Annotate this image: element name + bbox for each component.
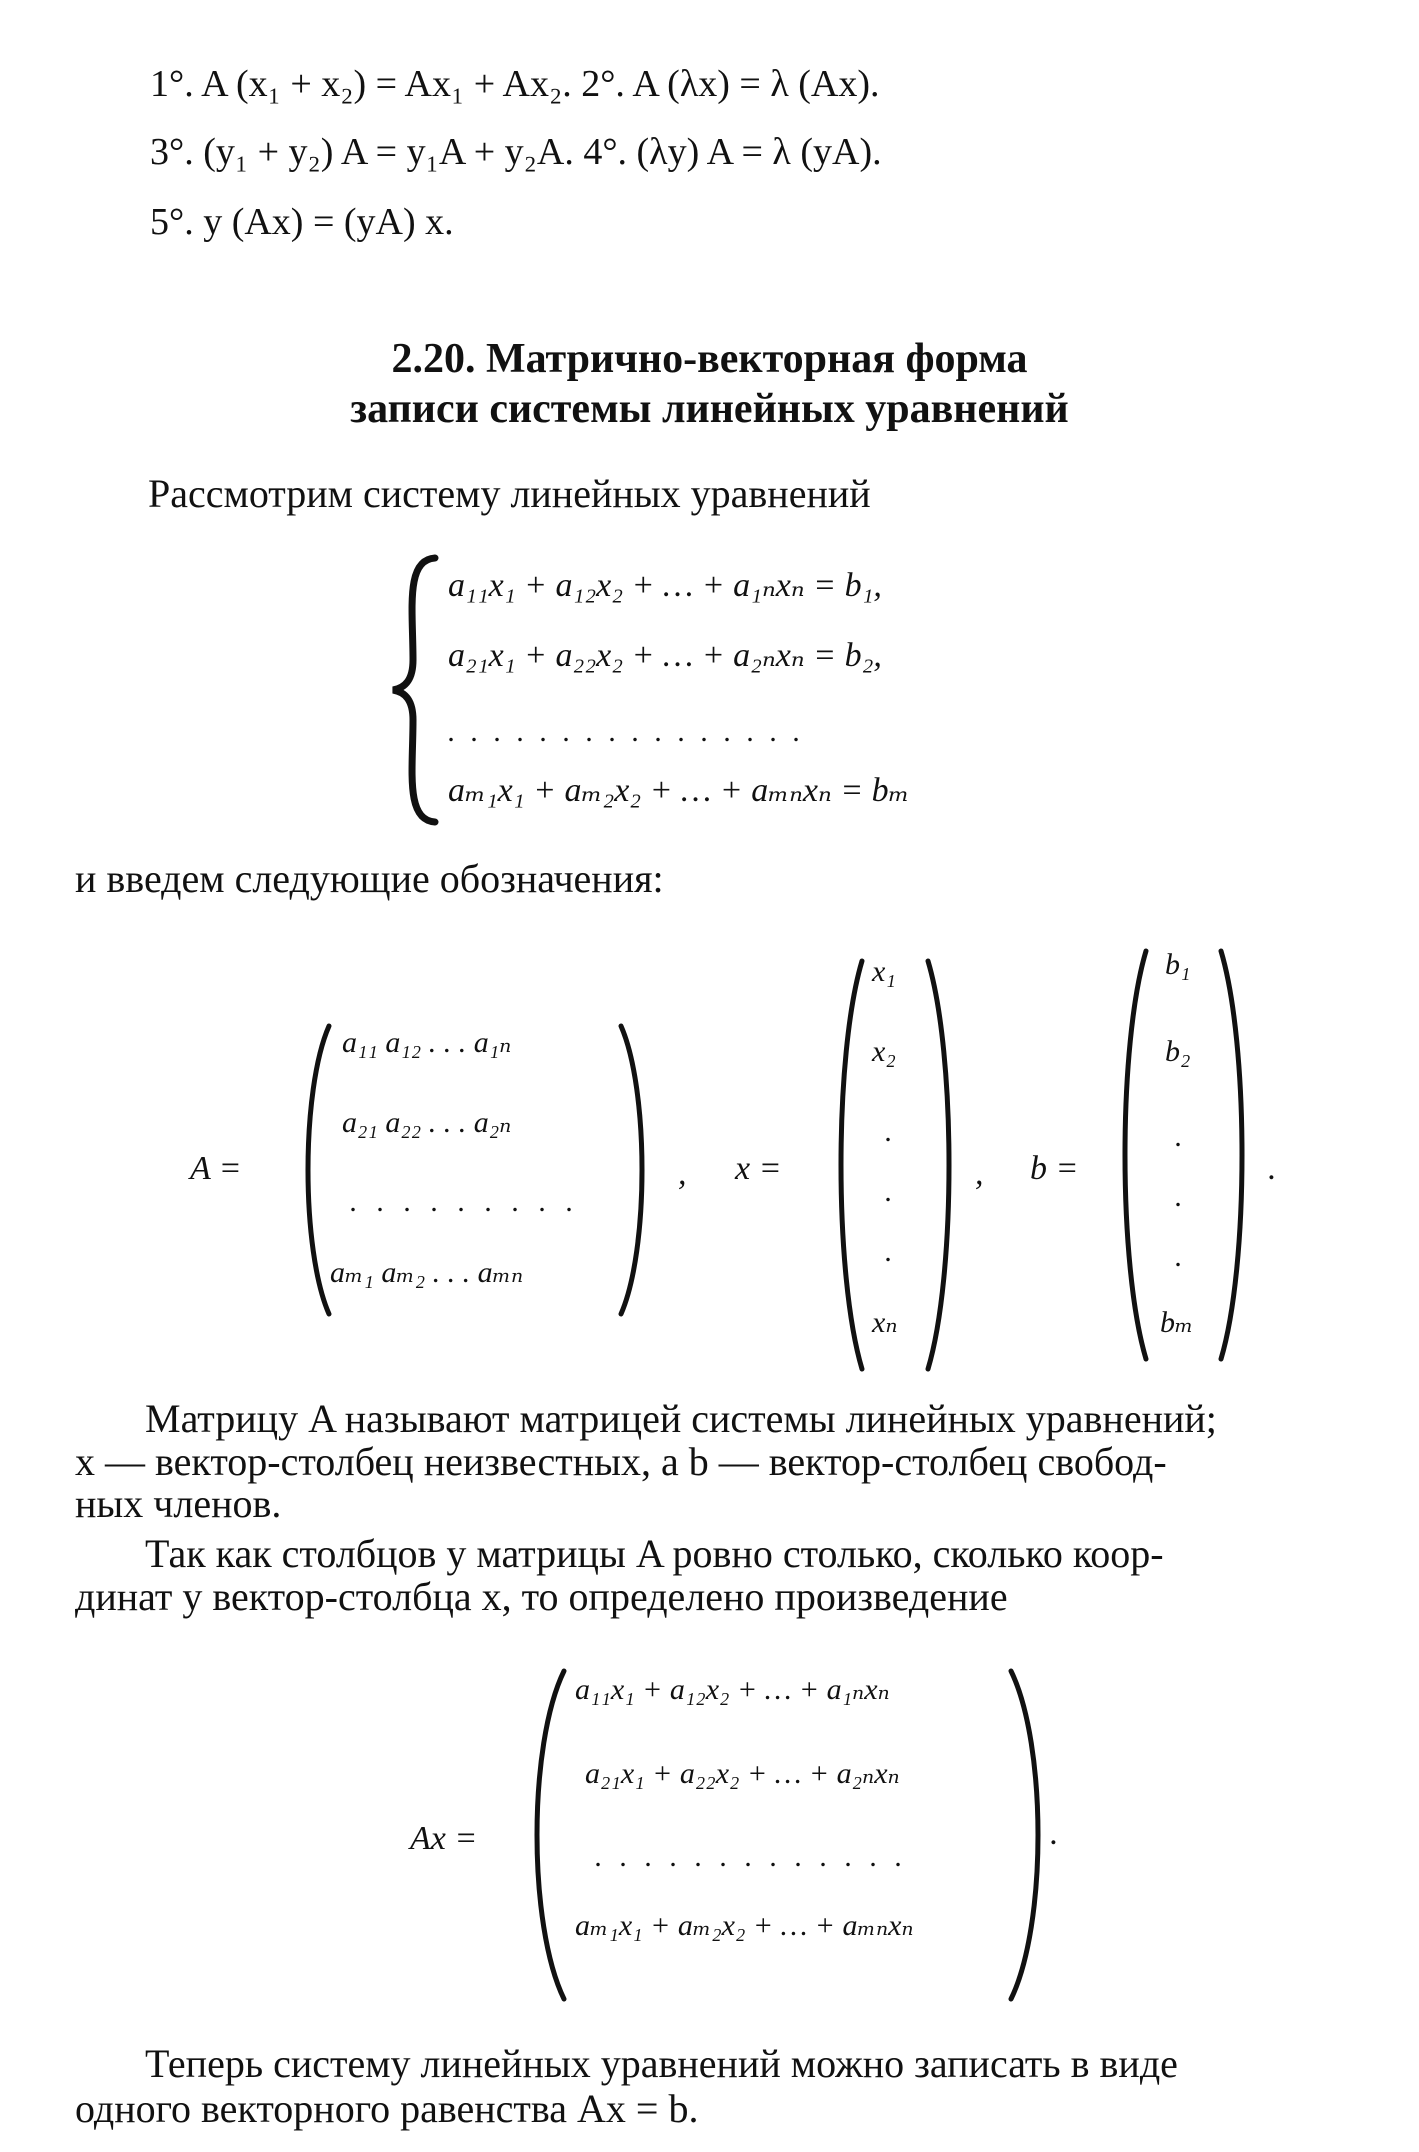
vector-x-dot-2: . bbox=[885, 1175, 893, 1208]
para2-line-2: динат у вектор-столбца x, то определено произведение bbox=[75, 1574, 1008, 1619]
matrix-a-row-m: aₘ₁ aₘ₂ . . . aₘₙ bbox=[330, 1256, 524, 1289]
vector-b-entry-2: b₂ bbox=[1165, 1035, 1191, 1068]
matrix-a-label: A = bbox=[190, 1150, 242, 1187]
final-line-2: одного векторного равенства Ax = b. bbox=[75, 2086, 699, 2131]
vector-x-entry-n: xₙ bbox=[872, 1306, 898, 1339]
vector-x-entry-1: x₁ bbox=[872, 955, 896, 988]
property-line-1: 1°. A (x₁ + x₂) = Ax₁ + Ax₂. 2°. A (λx) = λ (Ax). bbox=[150, 63, 880, 105]
intro-text: Рассмотрим систему линейных уравнений bbox=[148, 471, 871, 516]
system-equation-m: aₘ₁x₁ + aₘ₂x₂ + … + aₘₙxₙ = bₘ bbox=[448, 772, 910, 809]
vector-b-dot-2: . bbox=[1175, 1180, 1183, 1213]
vector-x-dot-3: . bbox=[885, 1235, 893, 1268]
comma-1: , bbox=[678, 1155, 687, 1192]
vector-x-dot-1: . bbox=[885, 1115, 893, 1148]
product-left-paren bbox=[520, 1665, 570, 2005]
system-equation-2: a₂₁x₁ + a₂₂x₂ + … + a₂ₙxₙ = b₂, bbox=[448, 637, 882, 674]
notation-end-period: . bbox=[1268, 1150, 1277, 1187]
vector-x-label: x = bbox=[735, 1150, 782, 1187]
vector-b-dot-1: . bbox=[1175, 1120, 1183, 1153]
product-row-1: a₁₁x₁ + a₁₂x₂ + … + a₁ₙxₙ bbox=[575, 1673, 890, 1706]
vector-b-right-paren bbox=[1215, 945, 1255, 1365]
product-right-paren bbox=[1005, 1665, 1055, 2005]
para2-line-1: Так как столбцов у матрицы A ровно столько, сколько коор- bbox=[145, 1531, 1164, 1576]
para1-line-3: ных членов. bbox=[75, 1481, 282, 1526]
notation-intro: и введем следующие обозначения: bbox=[75, 856, 664, 901]
matrix-a-left-paren bbox=[295, 1020, 335, 1320]
product-row-dots: . . . . . . . . . . . . . bbox=[595, 1840, 908, 1873]
comma-2: , bbox=[975, 1155, 984, 1192]
vector-b-dot-3: . bbox=[1175, 1240, 1183, 1273]
product-end-period: . bbox=[1050, 1815, 1059, 1852]
vector-b-entry-1: b₁ bbox=[1165, 948, 1191, 981]
product-label: Ax = bbox=[410, 1820, 478, 1857]
system-equation-1: a₁₁x₁ + a₁₂x₂ + … + a₁ₙxₙ = b₁, bbox=[448, 567, 882, 604]
section-title-line-2: записи системы линейных уравнений bbox=[350, 386, 1069, 432]
product-row-m: aₘ₁x₁ + aₘ₂x₂ + … + aₘₙxₙ bbox=[575, 1909, 914, 1942]
property-line-3: 5°. y (Ax) = (yA) x. bbox=[150, 201, 454, 243]
system-ellipsis-row: . . . . . . . . . . . . . . . . bbox=[448, 715, 805, 748]
matrix-a-row-1: a₁₁ a₁₂ . . . a₁ₙ bbox=[342, 1026, 512, 1059]
vector-b-label: b = bbox=[1030, 1150, 1079, 1187]
product-row-2: a₂₁x₁ + a₂₂x₂ + … + a₂ₙxₙ bbox=[585, 1757, 900, 1790]
matrix-a-right-paren bbox=[615, 1020, 655, 1320]
matrix-a-row-dots: . . . . . . . . . bbox=[350, 1185, 580, 1218]
vector-x-right-paren bbox=[922, 955, 962, 1375]
vector-b-entry-m: bₘ bbox=[1160, 1306, 1194, 1339]
section-title-line-1: 2.20. Матрично-векторная форма bbox=[391, 336, 1028, 382]
matrix-a-row-2: a₂₁ a₂₂ . . . a₂ₙ bbox=[342, 1106, 512, 1139]
para1-line-2: x — вектор-столбец неизвестных, а b — вектор-столбец свобод- bbox=[75, 1439, 1167, 1484]
vector-x-left-paren bbox=[828, 955, 868, 1375]
para1-line-1: Матрицу A называют матрицей системы линейных уравнений; bbox=[145, 1396, 1217, 1441]
vector-x-entry-2: x₂ bbox=[872, 1035, 896, 1068]
property-line-2: 3°. (y₁ + y₂) A = y₁A + y₂A. 4°. (λy) A = λ (yA). bbox=[150, 131, 882, 173]
left-brace bbox=[385, 550, 445, 830]
final-line-1: Теперь систему линейных уравнений можно записать в виде bbox=[145, 2041, 1178, 2086]
vector-b-left-paren bbox=[1112, 945, 1152, 1365]
